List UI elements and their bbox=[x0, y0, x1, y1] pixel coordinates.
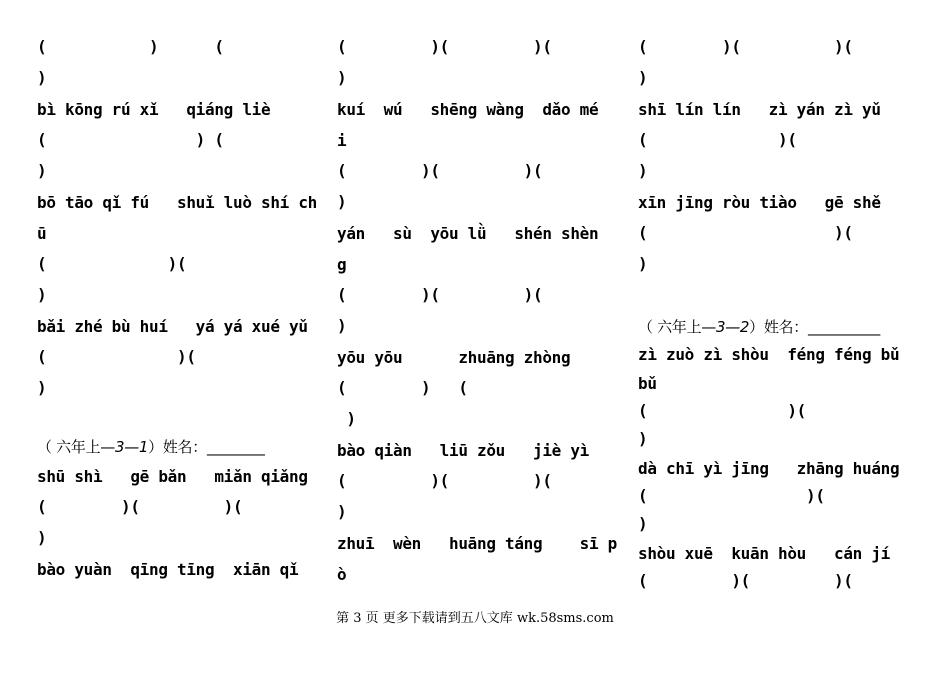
text-line: ) bbox=[37, 285, 47, 304]
text-line: ) bbox=[638, 68, 648, 87]
text-line: ) bbox=[337, 409, 356, 428]
text-line: ) bbox=[37, 68, 47, 87]
text-line: bào qiàn liū zǒu jiè yì bbox=[337, 441, 589, 460]
text-line: ) bbox=[638, 161, 648, 180]
text-line: bǎi zhé bù huí yá yá xué yǔ bbox=[37, 317, 308, 336]
text-line: ) bbox=[337, 192, 347, 211]
text-line: ( )( bbox=[37, 347, 196, 366]
text-line: ( )( )( bbox=[638, 37, 853, 56]
text-line: dà chī yì jīng zhāng huáng bbox=[638, 459, 900, 478]
text-line: ( )( bbox=[638, 130, 797, 149]
text-line: shòu xuē kuān hòu cán jí bbox=[638, 544, 890, 563]
text-line: ( )( bbox=[37, 254, 187, 273]
page-footer: 第 3 页 更多下载请到五八文库 wk.58sms.com bbox=[336, 611, 614, 626]
text-line: bǔ bbox=[638, 374, 657, 393]
text-line: shī lín lín zì yán zì yǔ bbox=[638, 100, 881, 119]
text-line: i bbox=[337, 131, 347, 150]
section-heading: （ 六年上—3—1）姓名：________ bbox=[37, 438, 265, 456]
text-line: yán sù yōu lǜ shén shèn bbox=[337, 224, 599, 243]
text-line: ) bbox=[337, 68, 347, 87]
text-line: ( )( bbox=[638, 223, 853, 242]
text-line: kuí wú shēng wàng dǎo mé bbox=[337, 100, 599, 119]
text-line: ( )( )( bbox=[37, 497, 243, 516]
text-line: ( )( )( bbox=[337, 471, 552, 490]
text-line: zhuī wèn huāng táng sī p bbox=[337, 534, 617, 553]
text-line: ( ) ( bbox=[37, 130, 224, 149]
text-line: ) bbox=[638, 514, 648, 533]
section-heading: （ 六年上—3—2）姓名：__________ bbox=[638, 318, 880, 336]
text-line: ū bbox=[37, 224, 47, 243]
text-line: ( )( )( bbox=[638, 571, 853, 590]
text-line: ( ) ( bbox=[337, 378, 468, 397]
text-line: ) bbox=[337, 502, 347, 521]
text-line: ( )( )( bbox=[337, 161, 543, 180]
text-line: ( )( bbox=[638, 486, 825, 505]
text-line: ( )( )( bbox=[337, 37, 552, 56]
text-line: ) bbox=[37, 378, 47, 397]
text-line: yōu yōu zhuāng zhòng bbox=[337, 348, 571, 367]
text-line: ) bbox=[337, 316, 347, 335]
text-line: ) bbox=[37, 161, 47, 180]
text-line: ) bbox=[638, 429, 648, 448]
text-line: g bbox=[337, 255, 347, 274]
text-line: shū shì gē bǎn miǎn qiǎng bbox=[37, 467, 308, 486]
text-line: ( )( bbox=[638, 401, 806, 420]
text-line: bì kōng rú xǐ qiáng liè bbox=[37, 100, 271, 119]
text-line: ( )( )( bbox=[337, 285, 543, 304]
text-line: bào yuàn qīng tīng xiān qǐ bbox=[37, 560, 299, 579]
text-line: bō tāo qǐ fú shuǐ luò shí ch bbox=[37, 193, 317, 212]
text-line: ( ) ( bbox=[37, 37, 224, 56]
text-line: xīn jīng ròu tiào gē shě bbox=[638, 193, 881, 212]
text-line: ) bbox=[37, 528, 47, 547]
text-line: ) bbox=[638, 254, 648, 273]
text-line: zì zuò zì shòu féng féng bǔ bbox=[638, 345, 900, 364]
text-line: ò bbox=[337, 565, 347, 584]
